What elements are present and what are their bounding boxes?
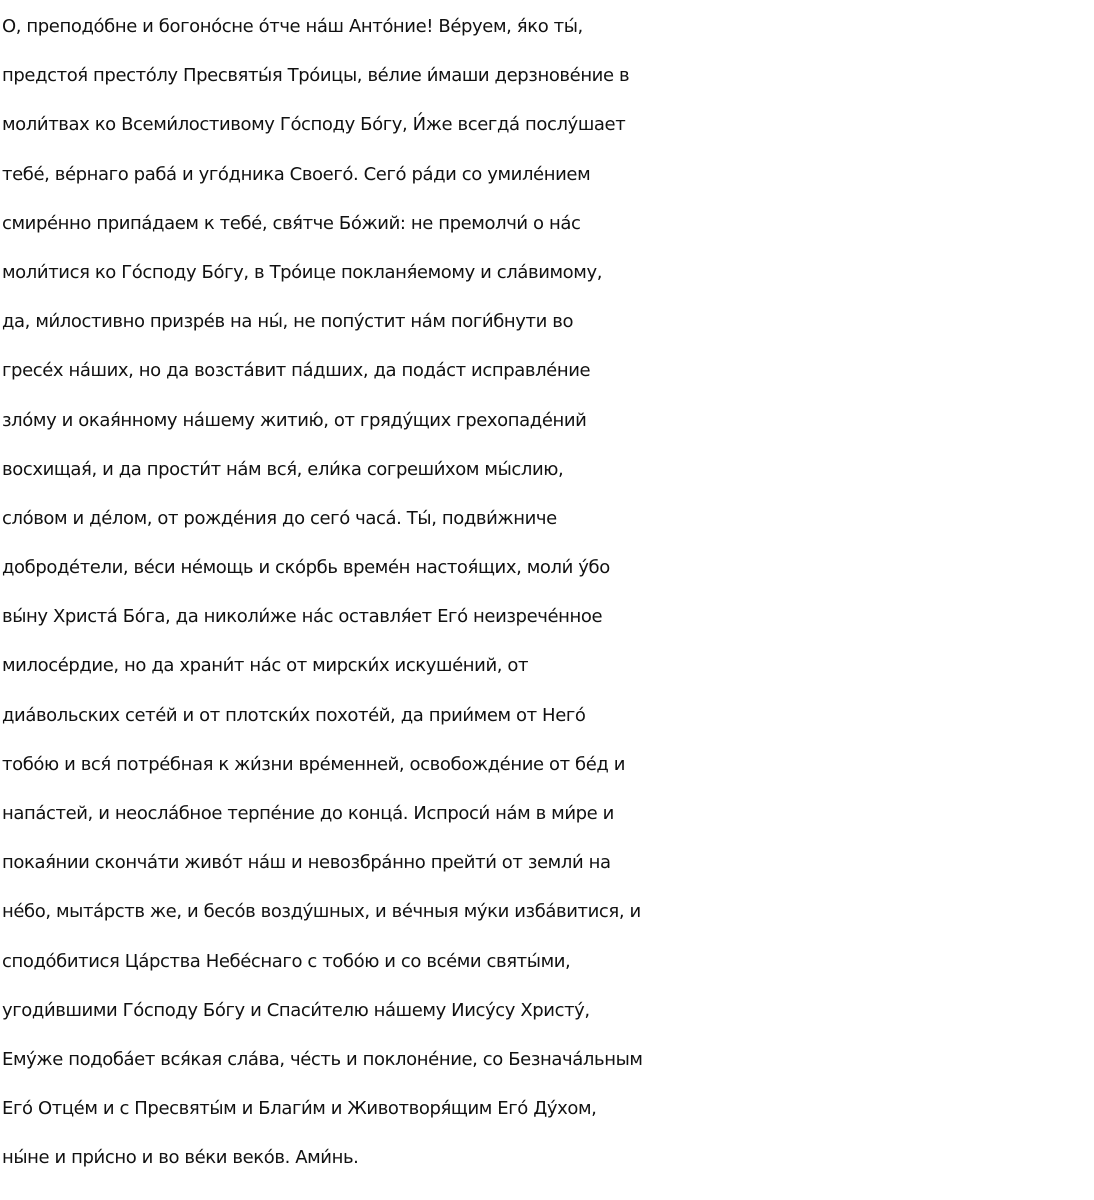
text-line: О, преподо́бне и богоно́сне о́тче на́ш Анто́ние! Ве́руем, я́ко ты́,	[2, 16, 583, 37]
text-line: угоди́вшими Го́споду Бо́гу и Спаси́телю на́шему Иису́су Христу́,	[2, 999, 590, 1021]
text-line: не́бо, мыта́рств же, и бесо́в возду́шных, и ве́чныя му́ки изба́витися, и	[2, 901, 641, 923]
text-line: да, ми́лостивно призре́в на ны́, не попу́стит на́м поги́бнути во	[2, 311, 574, 333]
text-line: сло́вом и де́лом, от рожде́ния до сего́ часа́. Ты́, подви́жниче	[2, 507, 557, 529]
text-line: ны́не и при́сно и во ве́ки веко́в. Ами́нь.	[2, 1147, 359, 1169]
text-line: доброде́тели, ве́си не́мощь и ско́рбь време́н настоя́щих, моли́ у́бо	[2, 557, 610, 579]
text-line: покая́нии сконча́ти живо́т на́ш и невозбра́нно прейти́ от земли́ на	[2, 852, 611, 874]
text-line: восхищая́, и да прости́т на́м вся́, ели́ка согреши́хом мы́слию,	[2, 458, 564, 480]
text-line: Ему́же подоба́ет вся́кая сла́ва, че́сть и поклоне́ние, со Безнача́льным	[2, 1048, 643, 1070]
text-line: моли́твах ко Всеми́лостивому Го́споду Бо́гу, И́же всегда́ послу́шает	[2, 114, 626, 136]
text-line: тебе́, ве́рнаго раба́ и уго́дника Своего́. Сего́ ра́ди со умиле́нием	[2, 163, 591, 185]
text-line: предстоя́ престо́лу Пресвяты́я Тро́ицы, ве́лие и́маши дерзнове́ние в	[2, 65, 630, 87]
text-line: диа́вольских сете́й и от плотски́х похоте́й, да прии́мем от Него́	[2, 704, 586, 726]
text-line: милосе́рдие, но да храни́т на́с от мирски́х искуше́ний, от	[2, 655, 529, 677]
text-line: смире́нно припа́даем к тебе́, свя́тче Бо́жий: не премолчи́ о на́с	[2, 212, 581, 234]
text-line: вы́ну Христа́ Бо́га, да николи́же на́с оставля́ет Его́ неизрече́нное	[2, 606, 603, 628]
prayer-text	[2, 2, 1094, 1183]
text-line: Его́ Отце́м и с Пресвяты́м и Благи́м и Животворя́щим Его́ Ду́хом,	[2, 1098, 597, 1120]
text-line: напа́стей, и неосла́бное терпе́ние до конца́. Испроси́ на́м в ми́ре и	[2, 803, 614, 824]
text-line: гресе́х на́ших, но да возста́вит па́дших, да пода́ст исправле́ние	[2, 360, 591, 382]
text-line: сподо́битися Ца́рства Небе́снаго с тобо́ю и со все́ми святы́ми,	[2, 950, 571, 972]
text-line: тобо́ю и вся́ потре́бная к жи́зни вре́менней, освобожде́ние от бе́д и	[2, 753, 626, 775]
text-line: моли́тися ко Го́споду Бо́гу, в Тро́ице покланя́емому и сла́вимому,	[2, 261, 603, 283]
text-line: зло́му и окая́нному на́шему житию́, от гряду́щих грехопаде́ний	[2, 409, 587, 431]
